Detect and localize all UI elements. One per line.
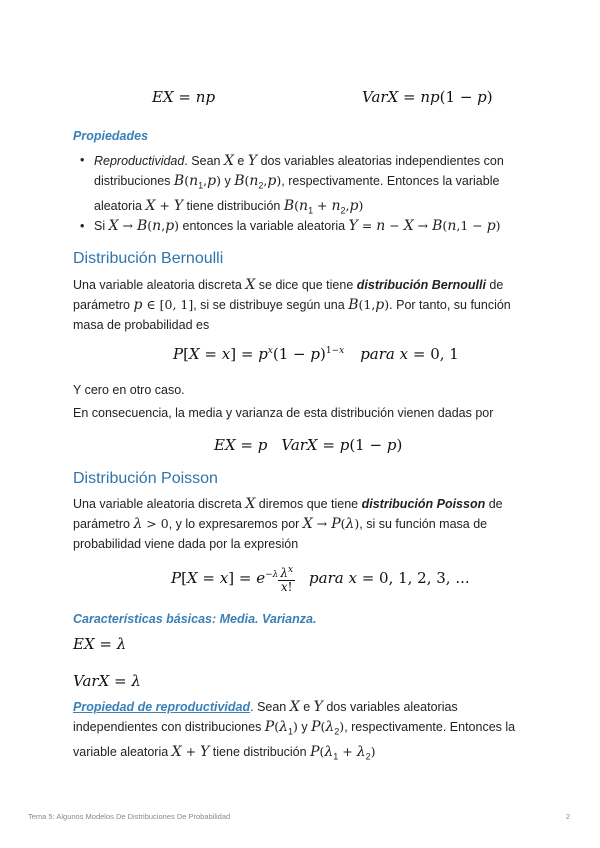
poisson-pmf-formula: $P[X = x] = e^{-\lambda}$ $\frac{\lambda^x}{x!}$ para x = 0, 1, 2, 3, ... xyxy=(171,565,470,594)
footer-title: Tema 5: Algunos Modelos De Distribuciones De Probabilidad xyxy=(28,812,231,821)
poisson-variance-formula: VarX = λ xyxy=(73,672,141,690)
bullet-marker: • xyxy=(80,219,85,233)
binomial-mean-formula: EX = np xyxy=(152,88,216,106)
bernoulli-heading: Distribución Bernoulli xyxy=(73,250,224,267)
poisson-definition: Una variable aleatoria discreta X diremos que tiene distribución Poisson de parámetro λ > 0, y lo expresaremos por X → P(λ), si su función masa de probabilidad viene dada por la expresión xyxy=(73,496,503,551)
bernoulli-definition: Una variable aleatoria discreta X se dice que tiene distribución Bernoulli de parámetro p ∈ [0, 1], si se distribuye según una B(1,p). Por tanto, su función masa de probabilidad es xyxy=(73,277,511,332)
poisson-mean-formula: EX = λ xyxy=(73,635,127,653)
bullet-marker: • xyxy=(80,153,85,167)
bernoulli-mean-variance-formula: EX = p VarX = p(1 − p) xyxy=(214,436,403,454)
bernoulli-pmf-formula: $P[X = x] = p^x(1 - p)^{1-x}$ para x = 0, 1 xyxy=(173,345,459,363)
bernoulli-zero-note: Y cero en otro caso. xyxy=(73,383,185,397)
reproductividad-link: Propiedad de reproductividad xyxy=(73,700,251,714)
caracteristicas-heading: Características básicas: Media. Varianza. xyxy=(73,612,317,626)
reproductividad-bullet: Reproductividad. Sean X e Y dos variables aleatorias independientes con distribuciones $B(n_1,p)$ y $B(n_2,p)$, respectivamente. Entonces la variable aleatoria X + Y tiene distribución $B(n_1 + n_2,p)$ xyxy=(94,153,504,215)
bernoulli-consequence: En consecuencia, la media y varianza de esta distribución vienen dadas por xyxy=(73,406,494,420)
binomial-variance-formula: VarX = np(1 − p) xyxy=(362,88,493,106)
reproductividad-term: Reproductividad xyxy=(94,154,185,168)
propiedades-heading: Propiedades xyxy=(73,129,149,143)
poisson-heading: Distribución Poisson xyxy=(73,470,218,487)
page-number: 2 xyxy=(565,812,570,821)
poisson-reproductividad: Propiedad de reproductividad. Sean X e Y dos variables aleatorias independientes con distribuciones $P(\lambda_1)$ y $P(\lambda_2)$, respectivamente. Entonces la variable aleatoria X + Y tiene distribución $P(\lambda_1 + \lambda_2)$ xyxy=(73,699,516,761)
transformation-bullet: Si X → B(n,p) entonces la variable aleatoria Y = n − X → B(n,1 − p) xyxy=(94,218,501,234)
